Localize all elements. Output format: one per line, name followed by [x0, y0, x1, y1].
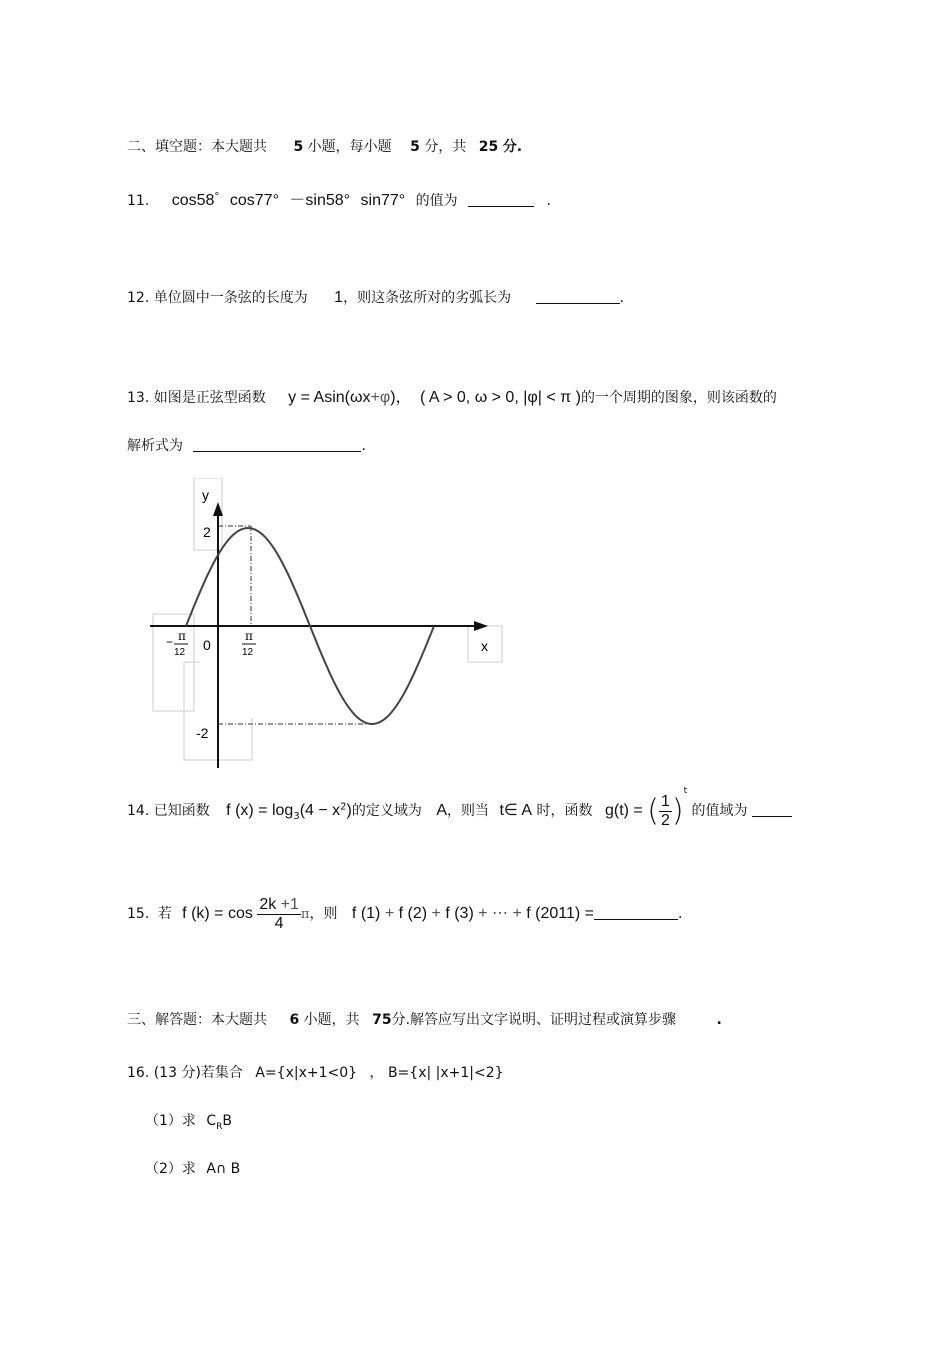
- fraction-2k1-over-4: $\frac{2k +1}{4}$: [259, 896, 299, 932]
- answer-blank: [193, 437, 361, 452]
- paren-right: ): [671, 793, 684, 829]
- neg-tick-numerator: π: [178, 629, 186, 643]
- question-number: 13.: [127, 390, 150, 406]
- answer-blank: [468, 192, 534, 207]
- answer-blank: [752, 802, 792, 817]
- y-min-label: -2: [196, 725, 209, 741]
- question-number: 14.: [127, 803, 150, 819]
- answer-blank: [594, 905, 678, 920]
- question-16-part1: （1）求 $C_RB$: [145, 1113, 233, 1132]
- question-16-part2: （2）求 A∩ B: [145, 1161, 241, 1177]
- x-axis-arrow: [474, 621, 488, 631]
- neg-tick-sign: −: [166, 635, 174, 649]
- origin-label: 0: [203, 637, 211, 653]
- question-15: 15. 若 f (k) = cos $\frac{2k +1}{4}$ π，则 f (1) + f (2) + f (3) + ⋯ + f (2011) = .: [127, 896, 683, 932]
- y-max-label: 2: [203, 524, 211, 540]
- section2-header: 二、填空题：本大题共 5 小题，每小题 5 分，共 25 分.: [127, 139, 523, 155]
- question-number: 12.: [127, 290, 150, 306]
- section3-header: 三、解答题：本大题共 6 小题，共 75分.解答应写出文字说明、证明过程或演算步骤 .: [127, 1012, 722, 1028]
- paren-left: (: [647, 793, 659, 829]
- question-16: 16. (13 分)若集合 A={x|x+1<0} ， B={x| |x+1|<2}: [127, 1065, 504, 1081]
- sine-graph: [150, 478, 510, 768]
- question-number: 11.: [127, 193, 150, 209]
- question-12: 12. 单位圆中一条弦的长度为 1，则这条弦所对的劣弧长为 .: [127, 289, 624, 306]
- question-number: 15.: [127, 906, 150, 923]
- y-axis-label: y: [202, 487, 209, 503]
- question-14: 14. 已知函数 f $(x) = \log_3(4 - x^2)$的定义域为 A，则当 t∈ A 时，函数 g(t) = ( $\frac{1}{2}$ )$^t$ 的值域为: [127, 786, 792, 829]
- answer-blank: [536, 289, 620, 304]
- question-13: 13. 如图是正弦型函数 y = Asin(ωx+φ)， ( A > 0, ω > 0, |φ| < π )的一个周期的图象，则该函数的: [127, 389, 777, 406]
- pos-tick-numerator: π: [245, 629, 253, 643]
- pos-tick-denominator: 12: [242, 647, 254, 658]
- x-axis-label: x: [481, 638, 488, 654]
- neg-tick-denominator: 12: [174, 647, 186, 658]
- question-11: 11. cos58° cos77° －sin58° sin77° 的值为 .: [127, 191, 551, 209]
- fraction-half: $\frac{1}{2}$: [660, 792, 670, 829]
- question-13-line2: 解析式为 .: [127, 438, 366, 454]
